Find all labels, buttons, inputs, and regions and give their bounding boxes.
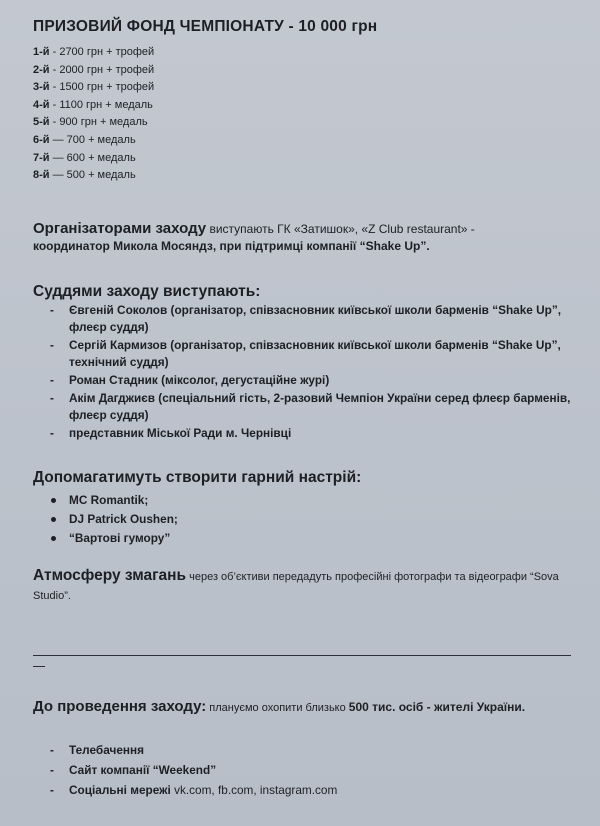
prize-item [33,132,154,150]
helpers-heading: Допомагатимуть створити гарний настрій: [33,469,362,486]
helper-item: MC Romantik; [50,491,178,510]
judge-item: - Сергій Кармизов (організатор, співзасновник київської школи барменів “Shake Up”, технічний суддя) [50,337,580,371]
organizers-line [33,220,578,238]
prize-place: 2-й [33,63,50,76]
prize-place: 4-й [33,98,50,111]
prize-amount: - 900 грн + медаль [49,116,148,129]
prize-item [33,44,154,62]
judge-item: - Акім Дагджиєв (спеціальний гість, 2-разовий Чемпіон України серед флеєр барменів, флеєр суддя) [50,390,580,424]
prize-amount: - 1500 грн + трофей [49,81,155,94]
media-item [50,760,337,780]
helper-item: “Вартові гумору” [50,529,178,548]
media-list [50,740,337,800]
prize-item [33,79,154,97]
organizers-text: виступають ГК «Затишок», «Z Club restaurant» - [206,222,475,236]
organizers-paragraph [33,220,578,255]
judge-item: - представник Міської Ради м. Чернівці [50,425,580,442]
before-event-paragraph [33,698,578,717]
prize-place: 7-й [33,151,50,164]
judges-heading: Суддями заходу виступають: [33,283,261,300]
judges-list [50,302,580,443]
before-event-reach: 500 тис. осіб - жителі України. [348,700,526,714]
organizers-lead: Організаторами заходу [33,220,207,237]
prize-amount: — 600 + медаль [49,151,136,164]
before-event-text: плануємо охопити близько [206,702,349,714]
media-label: Соціальні мережі [69,783,175,797]
media-item [50,740,337,760]
prize-fund-title: ПРИЗОВИЙ ФОНД ЧЕМПІОНАТУ - 10 000 грн [33,18,378,35]
organizers-coordinator: координатор Микола Мосяндз, при підтримці компанії “Shake Up”. [33,239,430,253]
media-item [50,780,337,800]
prize-amount: - 1100 грн + медаль [49,98,153,111]
prize-place: 3-й [33,81,50,94]
prize-item [33,167,154,185]
judge-item: - Роман Стадник (міксолог, дегустаційне журі) [50,372,580,389]
helpers-list [50,491,178,548]
atmosphere-paragraph [33,566,578,606]
prize-amount: — 700 + медаль [49,133,136,146]
media-label: Сайт компанії “Weekend” [69,763,217,777]
prize-amount: - 2000 грн + трофей [49,63,155,76]
prize-place: 5-й [33,116,50,129]
before-event-lead: До проведення заходу: [33,698,207,715]
judge-item: - Євгеній Соколов (організатор, співзасновник київської школи барменів “Shake Up”, флеєр суддя) [50,302,580,336]
prize-amount: — 500 + медаль [49,169,136,182]
atmosphere-lead: Атмосферу змагань [33,567,187,584]
prize-item [33,62,154,80]
divider-line [33,655,571,656]
prize-amount: - 2700 грн + трофей [49,46,155,58]
prize-item [33,150,154,168]
prize-place: 6-й [33,133,50,146]
media-label: Телебачення [69,743,145,757]
helper-item: DJ Patrick Oushen; [50,510,178,529]
prize-place: 1-й [33,46,50,58]
atmosphere-text: через об’єктиви передадуть професійні фотографи та відеографи “Sova Studio”. [33,571,559,602]
prize-place: 8-й [33,169,50,182]
social-links: vk.com, fb.com, instagram.com [174,783,338,797]
prize-item [33,114,154,132]
prize-list [33,44,154,185]
prize-item [33,97,154,115]
divider-dash [33,666,45,667]
